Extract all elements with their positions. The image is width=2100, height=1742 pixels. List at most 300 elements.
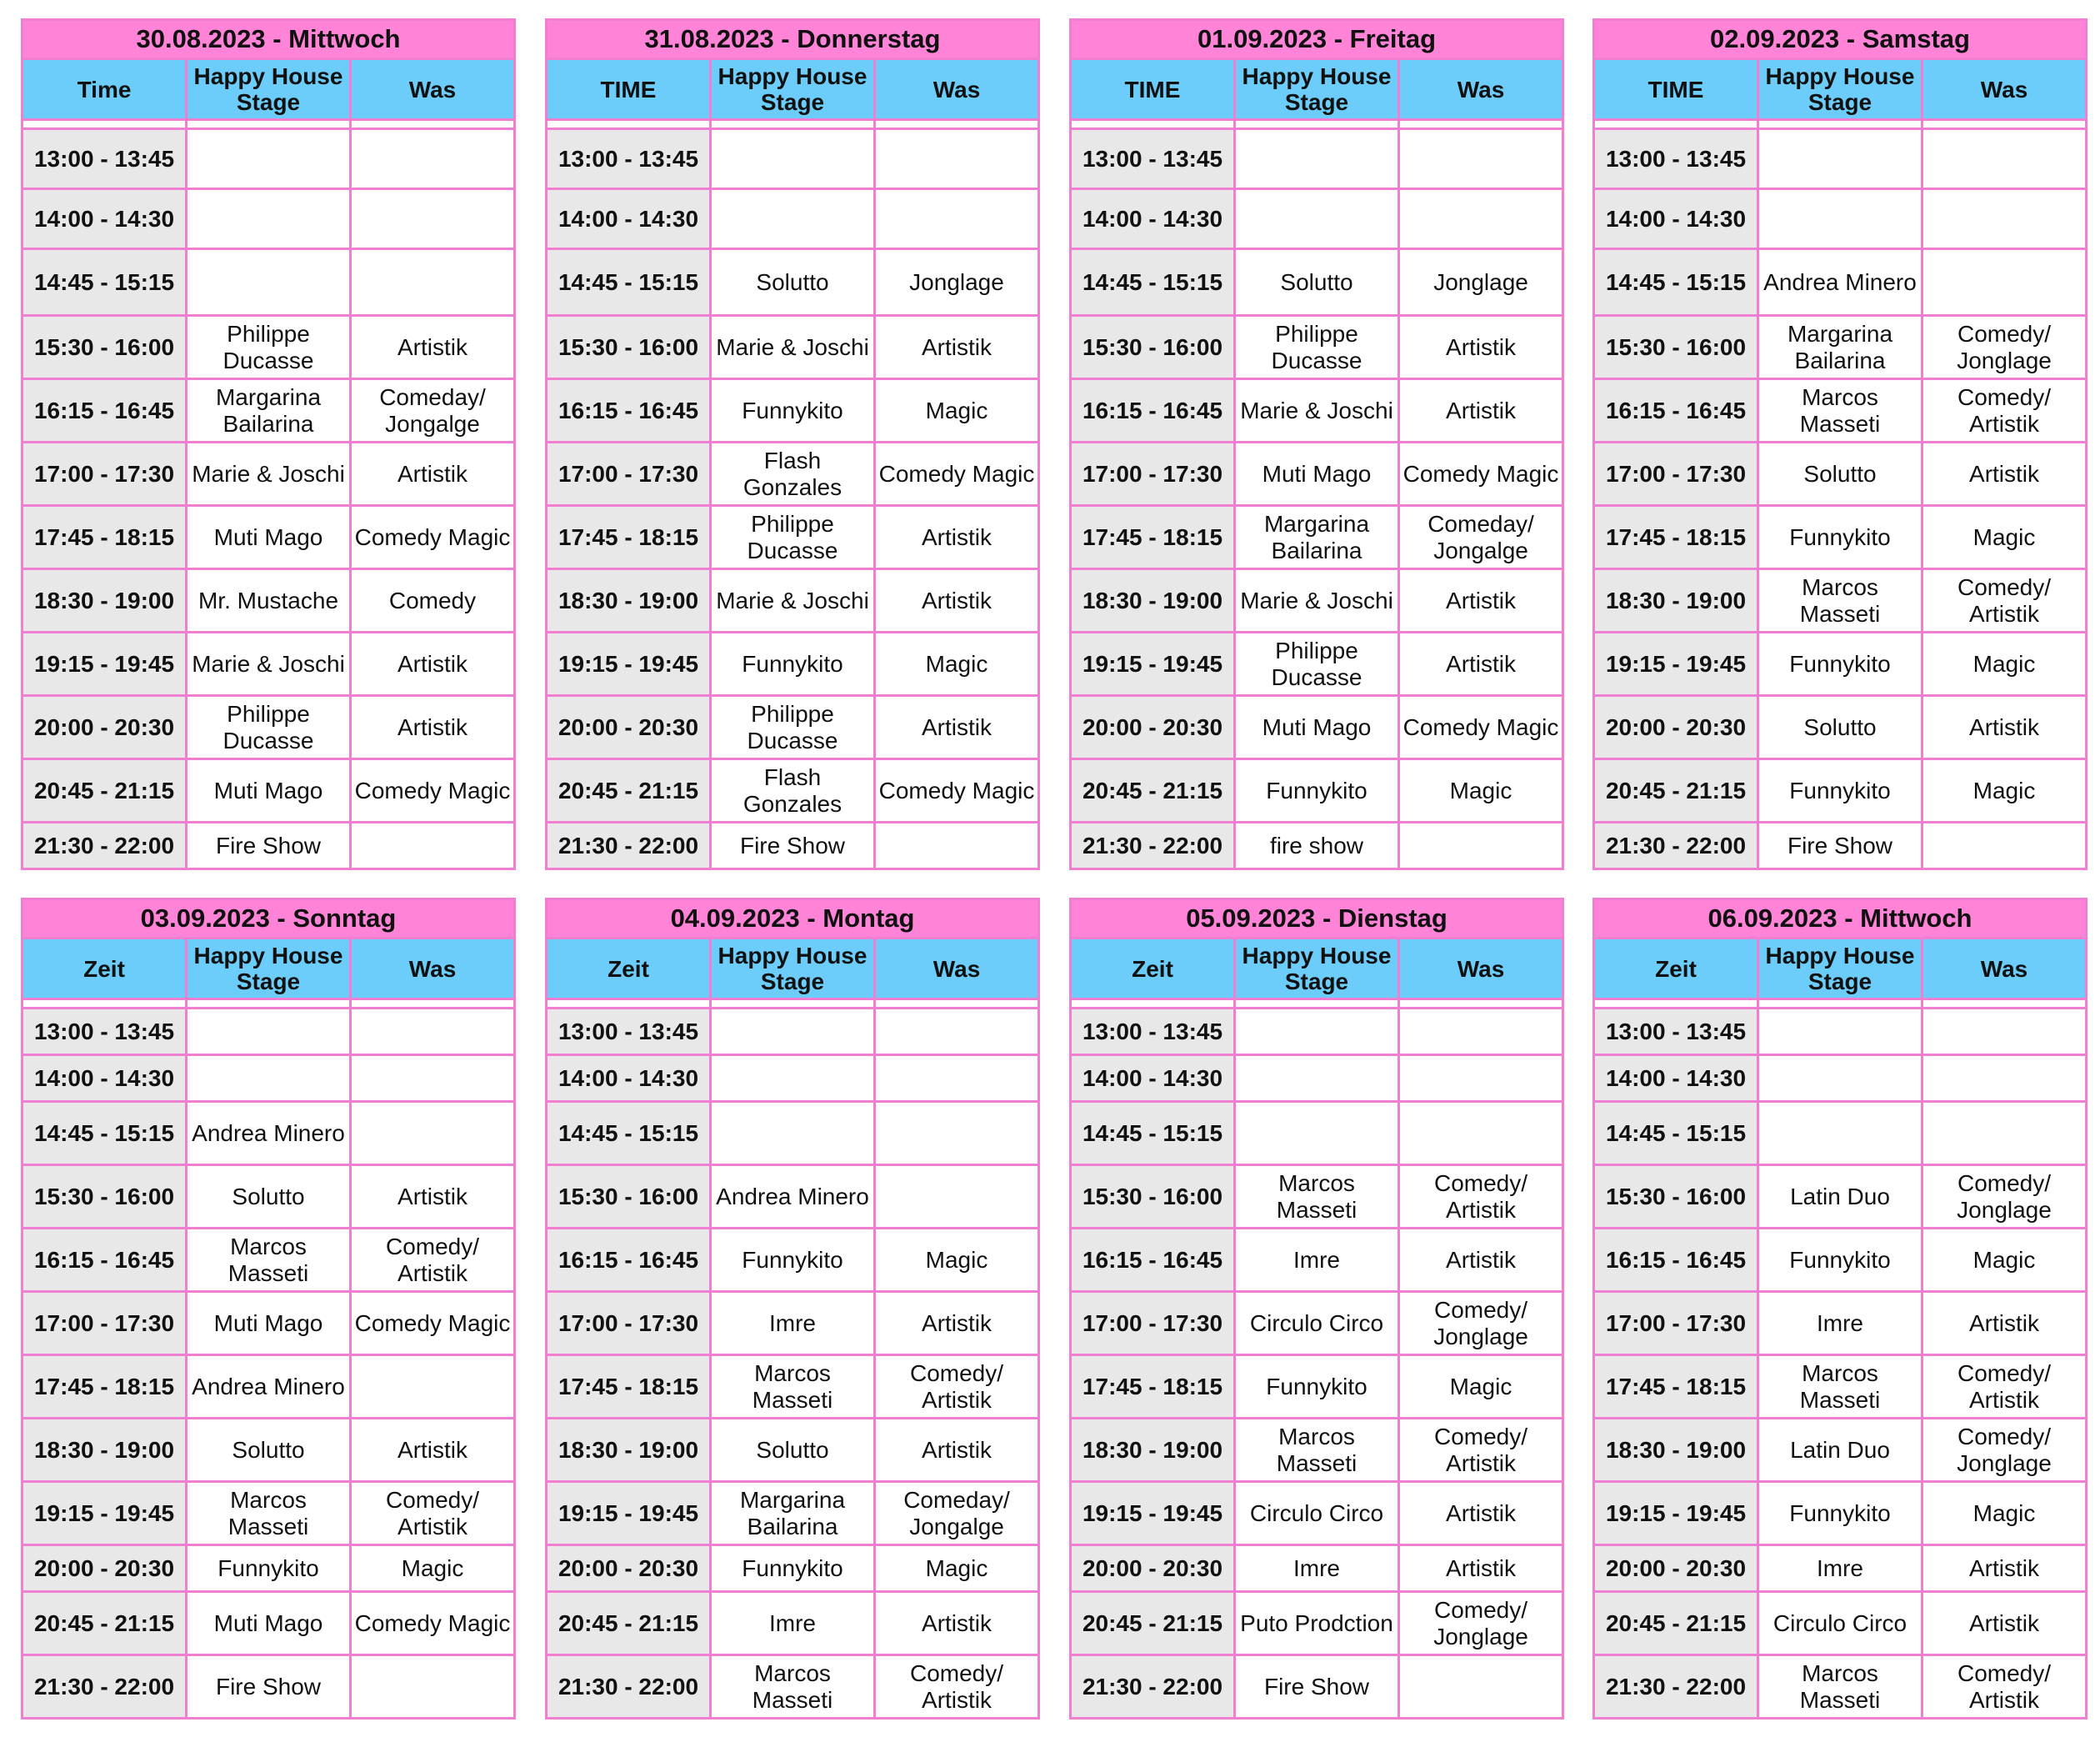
- time-cell: 13:00 - 13:45: [22, 1009, 187, 1055]
- day-schedule-table: [1069, 18, 1564, 870]
- what-cell: Magic: [1399, 759, 1563, 823]
- table-row: [22, 189, 515, 249]
- what-cell: [1922, 249, 2087, 316]
- time-cell: 14:45 - 15:15: [547, 1102, 711, 1165]
- table-row: [1594, 759, 2087, 823]
- act-cell: [187, 189, 351, 249]
- what-cell: [875, 129, 1039, 189]
- time-cell: 21:30 - 22:00: [1594, 1655, 1758, 1719]
- act-cell: [187, 129, 351, 189]
- what-cell: [1922, 129, 2087, 189]
- spacer-cell: [875, 999, 1039, 1009]
- table-row: [1594, 1482, 2087, 1545]
- table-row: [1594, 1545, 2087, 1592]
- act-cell: Funnykito: [1758, 1482, 1922, 1545]
- time-cell: 13:00 - 13:45: [547, 1009, 711, 1055]
- what-cell: Comeday/ Jongalge: [1399, 506, 1563, 569]
- act-cell: Imre: [1758, 1545, 1922, 1592]
- table-row: [1071, 129, 1563, 189]
- table-row: [1071, 1009, 1563, 1055]
- what-cell: Jonglage: [875, 249, 1039, 316]
- day-schedule-table: [21, 18, 516, 870]
- what-cell: Comedy/ Artistik: [351, 1229, 515, 1292]
- table-row: [22, 1655, 515, 1719]
- act-cell: Circulo Circo: [1235, 1482, 1399, 1545]
- what-cell: [351, 129, 515, 189]
- table-row: [22, 1009, 515, 1055]
- table-row: [547, 189, 1039, 249]
- table-row: [22, 1592, 515, 1655]
- what-column-header: Was: [875, 59, 1039, 120]
- what-cell: [875, 189, 1039, 249]
- table-row: [547, 129, 1039, 189]
- act-cell: Flash Gonzales: [711, 759, 875, 823]
- table-row: [547, 1165, 1039, 1229]
- time-cell: 18:30 - 19:00: [547, 569, 711, 633]
- table-row: [22, 569, 515, 633]
- act-cell: Imre: [1235, 1229, 1399, 1292]
- table-row: [22, 1102, 515, 1165]
- spacer-cell: [187, 120, 351, 129]
- act-cell: Andrea Minero: [1758, 249, 1922, 316]
- what-cell: Comedy/ Artistik: [875, 1355, 1039, 1419]
- act-cell: Marcos Masseti: [1235, 1419, 1399, 1482]
- what-cell: Comeday/ Jongalge: [875, 1482, 1039, 1545]
- time-cell: 18:30 - 19:00: [22, 1419, 187, 1482]
- stage-column-header: Happy House Stage: [1758, 939, 1922, 999]
- spacer-cell: [1399, 120, 1563, 129]
- act-cell: Imre: [1758, 1292, 1922, 1355]
- day-schedule-table: [545, 898, 1040, 1719]
- time-cell: 15:30 - 16:00: [1594, 1165, 1758, 1229]
- time-cell: 17:45 - 18:15: [1594, 506, 1758, 569]
- table-row: [1071, 1655, 1563, 1719]
- table-row: [22, 316, 515, 379]
- time-cell: 20:45 - 21:15: [1594, 1592, 1758, 1655]
- time-column-header: Zeit: [1071, 939, 1235, 999]
- time-cell: 15:30 - 16:00: [22, 1165, 187, 1229]
- table-row: [22, 696, 515, 759]
- act-cell: Funnykito: [1758, 633, 1922, 696]
- stage-column-header: Happy House Stage: [1235, 939, 1399, 999]
- time-cell: 17:45 - 18:15: [1594, 1355, 1758, 1419]
- act-cell: Marie & Joschi: [1235, 379, 1399, 443]
- table-row: [1071, 696, 1563, 759]
- what-cell: [1399, 1009, 1563, 1055]
- table-row: [1594, 379, 2087, 443]
- act-cell: Muti Mago: [187, 506, 351, 569]
- table-row: [22, 1165, 515, 1229]
- table-row: [1594, 443, 2087, 506]
- table-row: [1594, 1009, 2087, 1055]
- table-row: [1594, 316, 2087, 379]
- table-row: [547, 1592, 1039, 1655]
- time-cell: 21:30 - 22:00: [1071, 823, 1235, 869]
- act-cell: [1235, 189, 1399, 249]
- time-cell: 15:30 - 16:00: [1071, 316, 1235, 379]
- act-cell: Solutto: [711, 1419, 875, 1482]
- act-cell: [711, 1055, 875, 1102]
- what-cell: Artistik: [1399, 1545, 1563, 1592]
- time-column-header: Zeit: [547, 939, 711, 999]
- what-cell: Comedy/ Artistik: [1922, 1655, 2087, 1719]
- day-title: 06.09.2023 - Mittwoch: [1594, 899, 2087, 939]
- table-row: [1594, 1592, 2087, 1655]
- act-cell: Muti Mago: [1235, 696, 1399, 759]
- time-cell: 20:00 - 20:30: [547, 696, 711, 759]
- act-cell: Margarina Bailarina: [187, 379, 351, 443]
- table-row: [1071, 1102, 1563, 1165]
- what-cell: Magic: [1922, 506, 2087, 569]
- spacer-cell: [1399, 999, 1563, 1009]
- table-row: [1071, 443, 1563, 506]
- table-row: [1594, 129, 2087, 189]
- what-cell: Comedy Magic: [875, 759, 1039, 823]
- what-cell: [1922, 823, 2087, 869]
- table-row: [22, 1292, 515, 1355]
- what-cell: Artistik: [351, 443, 515, 506]
- act-cell: Marcos Masseti: [187, 1482, 351, 1545]
- time-cell: 17:45 - 18:15: [22, 506, 187, 569]
- time-cell: 16:15 - 16:45: [1071, 379, 1235, 443]
- spacer-cell: [547, 999, 711, 1009]
- time-cell: 17:00 - 17:30: [1594, 1292, 1758, 1355]
- act-cell: Muti Mago: [187, 759, 351, 823]
- table-row: [547, 759, 1039, 823]
- table-row: [1594, 1102, 2087, 1165]
- act-cell: [711, 129, 875, 189]
- act-cell: [1235, 129, 1399, 189]
- spacer-cell: [1758, 999, 1922, 1009]
- table-row: [1071, 189, 1563, 249]
- table-row: [1071, 316, 1563, 379]
- time-cell: 14:00 - 14:30: [1594, 189, 1758, 249]
- table-row: [1071, 1545, 1563, 1592]
- what-cell: [351, 1055, 515, 1102]
- what-cell: Artistik: [1399, 1482, 1563, 1545]
- time-cell: 21:30 - 22:00: [22, 1655, 187, 1719]
- table-row: [547, 1482, 1039, 1545]
- what-cell: Magic: [1922, 1482, 2087, 1545]
- act-cell: Solutto: [711, 249, 875, 316]
- what-cell: [875, 1165, 1039, 1229]
- time-column-header: Zeit: [1594, 939, 1758, 999]
- time-cell: 18:30 - 19:00: [1594, 1419, 1758, 1482]
- time-cell: 20:45 - 21:15: [547, 1592, 711, 1655]
- act-cell: Solutto: [1758, 696, 1922, 759]
- stage-column-header: Happy House Stage: [187, 59, 351, 120]
- table-row: [22, 633, 515, 696]
- act-cell: Fire Show: [1758, 823, 1922, 869]
- table-row: [22, 249, 515, 316]
- what-cell: Artistik: [1399, 379, 1563, 443]
- day-title: 04.09.2023 - Montag: [547, 899, 1039, 939]
- table-row: [547, 1102, 1039, 1165]
- what-column-header: Was: [1399, 59, 1563, 120]
- act-cell: [1235, 1055, 1399, 1102]
- time-cell: 20:45 - 21:15: [1594, 759, 1758, 823]
- what-cell: [875, 1055, 1039, 1102]
- time-cell: 20:45 - 21:15: [1071, 1592, 1235, 1655]
- table-row: [1071, 1055, 1563, 1102]
- time-cell: 14:00 - 14:30: [1071, 1055, 1235, 1102]
- day-title: 30.08.2023 - Mittwoch: [22, 20, 515, 59]
- spacer-cell: [1594, 999, 1758, 1009]
- table-row: [547, 1009, 1039, 1055]
- spacer-cell: [1922, 999, 2087, 1009]
- table-row: [547, 633, 1039, 696]
- table-row: [1071, 249, 1563, 316]
- act-cell: [711, 1102, 875, 1165]
- day-title: 31.08.2023 - Donnerstag: [547, 20, 1039, 59]
- what-cell: Artistik: [1922, 1592, 2087, 1655]
- act-cell: Margarina Bailarina: [1758, 316, 1922, 379]
- what-cell: [351, 1655, 515, 1719]
- table-row: [22, 1055, 515, 1102]
- what-cell: Artistik: [875, 1292, 1039, 1355]
- what-cell: [351, 823, 515, 869]
- time-cell: 16:15 - 16:45: [1594, 1229, 1758, 1292]
- time-cell: 14:45 - 15:15: [1071, 249, 1235, 316]
- table-row: [1071, 759, 1563, 823]
- act-cell: [711, 1009, 875, 1055]
- time-cell: 14:00 - 14:30: [547, 189, 711, 249]
- table-row: [1594, 1229, 2087, 1292]
- table-row: [547, 1229, 1039, 1292]
- time-column-header: TIME: [1071, 59, 1235, 120]
- act-cell: Circulo Circo: [1235, 1292, 1399, 1355]
- what-cell: Comedy/ Jonglage: [1922, 316, 2087, 379]
- stage-column-header: Happy House Stage: [187, 939, 351, 999]
- table-row: [1594, 696, 2087, 759]
- table-row: [1071, 1165, 1563, 1229]
- stage-column-header: Happy House Stage: [1235, 59, 1399, 120]
- what-cell: Artistik: [1922, 1545, 2087, 1592]
- time-cell: 20:00 - 20:30: [1594, 696, 1758, 759]
- act-cell: [1235, 1009, 1399, 1055]
- act-cell: Latin Duo: [1758, 1165, 1922, 1229]
- act-cell: Funnykito: [187, 1545, 351, 1592]
- time-cell: 14:45 - 15:15: [1071, 1102, 1235, 1165]
- what-cell: Magic: [875, 1229, 1039, 1292]
- act-cell: Imre: [1235, 1545, 1399, 1592]
- act-cell: Marcos Masseti: [711, 1655, 875, 1719]
- act-cell: Andrea Minero: [187, 1355, 351, 1419]
- time-cell: 14:00 - 14:30: [1071, 189, 1235, 249]
- act-cell: [1758, 129, 1922, 189]
- stage-column-header: Happy House Stage: [711, 939, 875, 999]
- what-cell: Magic: [875, 379, 1039, 443]
- table-row: [547, 1545, 1039, 1592]
- table-row: [547, 1355, 1039, 1419]
- table-row: [1594, 1292, 2087, 1355]
- act-cell: Andrea Minero: [711, 1165, 875, 1229]
- stage-column-header: Happy House Stage: [711, 59, 875, 120]
- time-cell: 20:00 - 20:30: [1071, 696, 1235, 759]
- time-cell: 18:30 - 19:00: [1071, 569, 1235, 633]
- what-cell: Comeday/ Jongalge: [351, 379, 515, 443]
- table-row: [1594, 506, 2087, 569]
- act-cell: Flash Gonzales: [711, 443, 875, 506]
- what-cell: [1399, 129, 1563, 189]
- what-cell: Comedy/ Jonglage: [1399, 1292, 1563, 1355]
- time-cell: 19:15 - 19:45: [547, 633, 711, 696]
- table-row: [1594, 249, 2087, 316]
- what-cell: Comedy/ Artistik: [1922, 569, 2087, 633]
- table-row: [547, 249, 1039, 316]
- time-cell: 14:45 - 15:15: [1594, 1102, 1758, 1165]
- what-cell: Artistik: [1399, 316, 1563, 379]
- what-cell: Comedy: [351, 569, 515, 633]
- what-cell: [1922, 189, 2087, 249]
- table-row: [22, 1355, 515, 1419]
- table-row: [22, 506, 515, 569]
- what-cell: [875, 1009, 1039, 1055]
- table-row: [547, 379, 1039, 443]
- time-cell: 20:00 - 20:30: [1594, 1545, 1758, 1592]
- what-cell: [1399, 1655, 1563, 1719]
- table-row: [547, 506, 1039, 569]
- what-cell: Magic: [1922, 759, 2087, 823]
- spacer-cell: [22, 120, 187, 129]
- act-cell: Fire Show: [187, 1655, 351, 1719]
- time-cell: 20:00 - 20:30: [1071, 1545, 1235, 1592]
- act-cell: Andrea Minero: [187, 1102, 351, 1165]
- time-cell: 14:00 - 14:30: [22, 1055, 187, 1102]
- act-cell: Fire Show: [187, 823, 351, 869]
- table-row: [547, 316, 1039, 379]
- time-cell: 15:30 - 16:00: [547, 316, 711, 379]
- act-cell: Funnykito: [711, 1229, 875, 1292]
- time-cell: 20:00 - 20:30: [547, 1545, 711, 1592]
- table-row: [22, 1482, 515, 1545]
- time-cell: 17:00 - 17:30: [1071, 1292, 1235, 1355]
- what-column-header: Was: [1922, 59, 2087, 120]
- act-cell: Muti Mago: [187, 1592, 351, 1655]
- act-cell: [187, 1055, 351, 1102]
- table-row: [22, 759, 515, 823]
- table-row: [547, 1655, 1039, 1719]
- what-cell: Artistik: [351, 633, 515, 696]
- day-schedule-table: [1069, 898, 1564, 1719]
- table-row: [22, 1419, 515, 1482]
- what-cell: Comedy Magic: [351, 506, 515, 569]
- time-cell: 21:30 - 22:00: [1594, 823, 1758, 869]
- what-cell: Comedy/ Artistik: [351, 1482, 515, 1545]
- table-row: [1594, 633, 2087, 696]
- time-cell: 16:15 - 16:45: [547, 1229, 711, 1292]
- time-cell: 17:00 - 17:30: [1071, 443, 1235, 506]
- table-row: [1594, 1055, 2087, 1102]
- time-cell: 16:15 - 16:45: [1071, 1229, 1235, 1292]
- act-cell: fire show: [1235, 823, 1399, 869]
- what-cell: Magic: [875, 633, 1039, 696]
- time-cell: 20:00 - 20:30: [22, 696, 187, 759]
- what-cell: Comedy/ Artistik: [1922, 1355, 2087, 1419]
- table-row: [1594, 1165, 2087, 1229]
- time-cell: 15:30 - 16:00: [22, 316, 187, 379]
- what-cell: Magic: [351, 1545, 515, 1592]
- time-cell: 13:00 - 13:45: [1071, 129, 1235, 189]
- what-column-header: Was: [1399, 939, 1563, 999]
- what-cell: Artistik: [1922, 443, 2087, 506]
- what-cell: Artistik: [351, 1419, 515, 1482]
- time-cell: 17:00 - 17:30: [22, 1292, 187, 1355]
- table-row: [22, 129, 515, 189]
- spacer-cell: [351, 999, 515, 1009]
- act-cell: Solutto: [187, 1165, 351, 1229]
- what-column-header: Was: [351, 939, 515, 999]
- act-cell: Muti Mago: [1235, 443, 1399, 506]
- act-cell: [1758, 1055, 1922, 1102]
- time-cell: 13:00 - 13:45: [1594, 1009, 1758, 1055]
- act-cell: Mr. Mustache: [187, 569, 351, 633]
- what-column-header: Was: [351, 59, 515, 120]
- time-cell: 19:15 - 19:45: [1071, 633, 1235, 696]
- table-row: [1071, 1482, 1563, 1545]
- act-cell: Philippe Ducasse: [1235, 316, 1399, 379]
- time-cell: 17:00 - 17:30: [547, 1292, 711, 1355]
- act-cell: Fire Show: [711, 823, 875, 869]
- what-cell: Comedy Magic: [1399, 443, 1563, 506]
- what-cell: Artistik: [875, 1419, 1039, 1482]
- act-cell: Muti Mago: [187, 1292, 351, 1355]
- what-cell: Magic: [1922, 633, 2087, 696]
- what-cell: Artistik: [1922, 1292, 2087, 1355]
- what-cell: [1399, 823, 1563, 869]
- spacer-cell: [187, 999, 351, 1009]
- day-schedule-table: [545, 18, 1040, 870]
- act-cell: Latin Duo: [1758, 1419, 1922, 1482]
- spacer-cell: [1594, 120, 1758, 129]
- what-cell: [351, 1102, 515, 1165]
- what-cell: Artistik: [1399, 1229, 1563, 1292]
- what-cell: Comedy/ Artistik: [1399, 1165, 1563, 1229]
- time-cell: 16:15 - 16:45: [547, 379, 711, 443]
- what-cell: Comedy Magic: [351, 759, 515, 823]
- act-cell: [1235, 1102, 1399, 1165]
- act-cell: [1758, 1009, 1922, 1055]
- what-column-header: Was: [875, 939, 1039, 999]
- act-cell: Solutto: [1235, 249, 1399, 316]
- table-row: [547, 443, 1039, 506]
- what-cell: [1922, 1102, 2087, 1165]
- time-cell: 17:45 - 18:15: [22, 1355, 187, 1419]
- stage-column-header: Happy House Stage: [1758, 59, 1922, 120]
- spacer-cell: [1235, 999, 1399, 1009]
- act-cell: Circulo Circo: [1758, 1592, 1922, 1655]
- time-cell: 15:30 - 16:00: [547, 1165, 711, 1229]
- spacer-cell: [1235, 120, 1399, 129]
- act-cell: [187, 249, 351, 316]
- time-cell: 20:45 - 21:15: [1071, 759, 1235, 823]
- what-cell: Comedy Magic: [1399, 696, 1563, 759]
- time-column-header: TIME: [1594, 59, 1758, 120]
- time-cell: 21:30 - 22:00: [22, 823, 187, 869]
- time-column-header: Time: [22, 59, 187, 120]
- time-cell: 17:00 - 17:30: [547, 443, 711, 506]
- time-cell: 17:45 - 18:15: [547, 506, 711, 569]
- table-row: [1071, 1419, 1563, 1482]
- time-cell: 20:45 - 21:15: [22, 1592, 187, 1655]
- table-row: [1594, 569, 2087, 633]
- act-cell: Margarina Bailarina: [711, 1482, 875, 1545]
- what-cell: Artistik: [351, 1165, 515, 1229]
- table-row: [547, 696, 1039, 759]
- what-cell: [875, 823, 1039, 869]
- what-cell: Artistik: [351, 696, 515, 759]
- time-cell: 14:45 - 15:15: [22, 1102, 187, 1165]
